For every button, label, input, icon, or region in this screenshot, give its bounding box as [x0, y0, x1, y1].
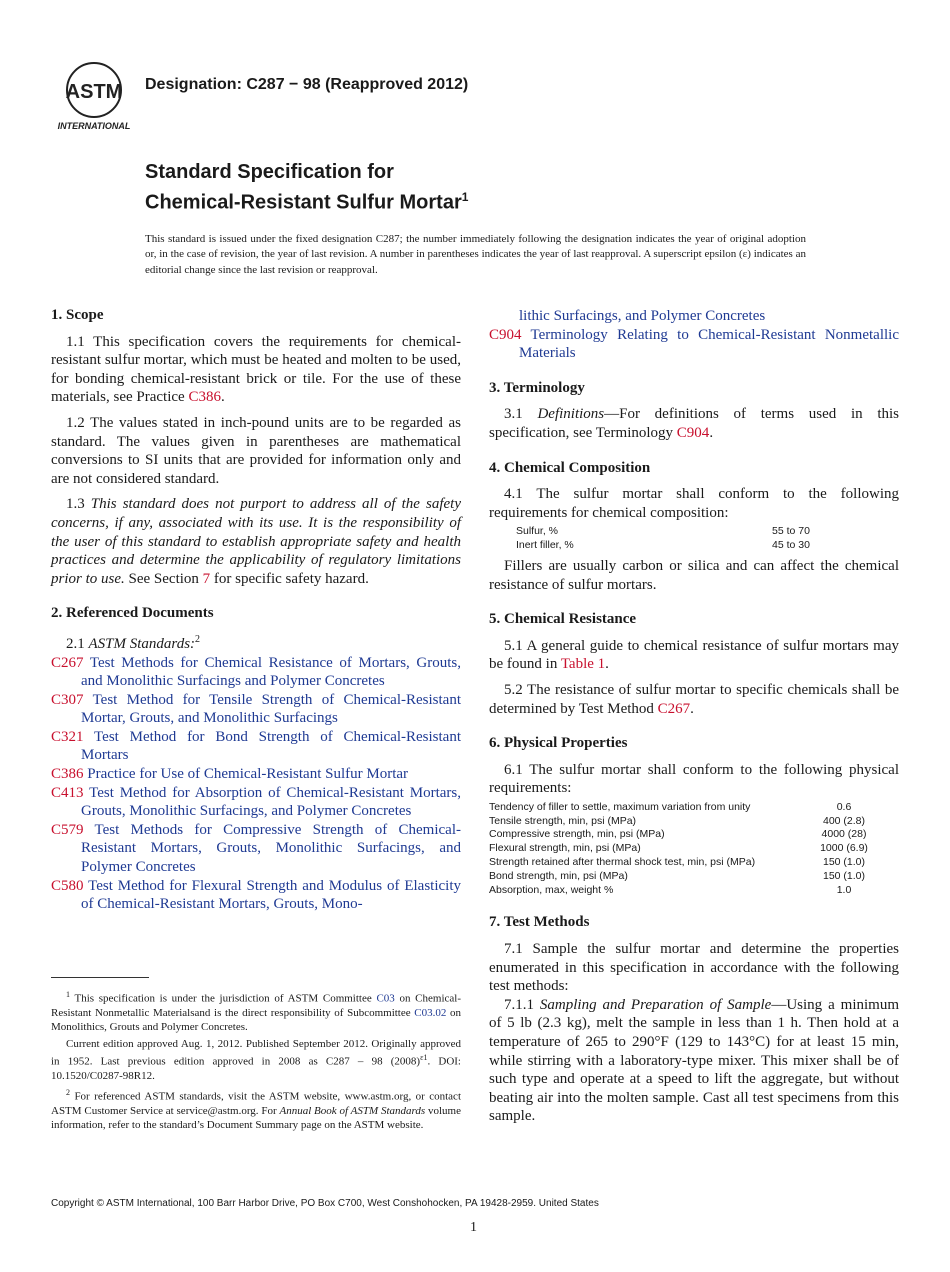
section-heading-terminology: 3. Terminology [489, 379, 585, 396]
paragraph-1-1 [51, 333, 461, 407]
fn1-b: on Chemical-Resistant Nonmetallic Materialsand is the direct responsibility of Subcommittee [51, 992, 461, 1020]
link-c03[interactable]: C03 [376, 992, 395, 1005]
reference-item[interactable] [51, 877, 461, 914]
section-heading-referenced: 2. Referenced Documents [51, 605, 214, 622]
reference-item-c904[interactable] [489, 326, 899, 363]
reference-item[interactable] [51, 654, 461, 691]
fn2-sup: ε1 [420, 1053, 428, 1063]
cell-value: 1000 (6.9) [820, 842, 868, 855]
cell-value: 0.6 [836, 800, 852, 813]
ref-title-continued[interactable]: lithic Surfacings, and Polymer Concretes [519, 308, 766, 324]
link-c904[interactable]: C904 [676, 424, 710, 441]
link-c386[interactable]: C386 [188, 389, 221, 406]
ref-title[interactable]: Practice for Use of Chemical-Resistant Sulfur Mortar [87, 766, 409, 783]
copyright: Copyright © ASTM International, 100 Barr Harbor Drive, PO Box C700, West Conshohocken, PA 19428-2959. United States [51, 1198, 599, 1209]
ref-code[interactable]: C321 [51, 728, 84, 745]
p2-1-num: 2.1 [66, 635, 89, 652]
cell-label: Inert filler, % [516, 539, 574, 552]
paragraph-5-1 [489, 637, 899, 674]
logo-text: ASTM [65, 81, 123, 103]
reference-item[interactable] [51, 691, 461, 728]
p1-1-text: 1.1 This specification covers the requirements for chemical-resistant sulfur mortar, which must be heated and molten to be used, for bonding chemical-resistant brick or tile. For the use of these materials, see Practice [51, 333, 461, 406]
paragraph-6-1: 6.1 The sulfur mortar shall conform to the following physical requirements: [489, 761, 899, 797]
p1-3-end: for specific safety hazard. [210, 570, 369, 587]
left-column [51, 306, 461, 914]
paragraph-3-1 [489, 405, 899, 442]
reference-list [51, 654, 461, 914]
page-number: 1 [470, 1220, 477, 1235]
table-row [489, 884, 894, 898]
reference-item[interactable] [51, 784, 461, 821]
p5-1-end: . [605, 656, 609, 673]
section-heading-resistance: 5. Chemical Resistance [489, 611, 637, 628]
link-table-1[interactable]: Table 1 [560, 656, 606, 673]
title-line-2 [145, 185, 468, 216]
fn1-a: This specification is under the jurisdiction of ASTM Committee [70, 992, 377, 1005]
p7-1-1-italic: Sampling and Preparation of Sample [539, 996, 772, 1013]
cell-value: 4000 (28) [821, 828, 867, 841]
title-line-2-text: Chemical-Resistant Sulfur Mortar [145, 191, 462, 214]
ref-title[interactable]: Test Methods for Chemical Resistance of Mortars, Grouts, and Monolithic Surfacings and Polymer Concretes [81, 654, 461, 690]
section-heading-composition: 4. Chemical Composition [489, 459, 651, 476]
p2-1-italic: ASTM Standards: [88, 635, 196, 652]
p1-1-end: . [220, 389, 225, 406]
cell-label: Absorption, max, weight % [489, 883, 614, 896]
paragraph-7-1-1 [489, 996, 899, 1126]
link-c03-02[interactable]: C03.02 [414, 1007, 447, 1020]
document-title [145, 160, 468, 216]
link-section-7[interactable]: 7 [202, 570, 211, 587]
logo-subtext: INTERNATIONAL [57, 121, 131, 131]
table-row [489, 842, 894, 856]
footnotes [51, 988, 461, 1135]
cell-value: 55 to 70 [772, 525, 810, 538]
ref-code[interactable]: C579 [51, 821, 84, 838]
footnote-2 [51, 1086, 461, 1133]
section-heading-methods: 7. Test Methods [489, 914, 590, 931]
cell-value: 150 (1.0) [822, 869, 866, 882]
ref-code[interactable]: C413 [51, 784, 84, 801]
reference-item[interactable] [51, 821, 461, 877]
p3-1-end: . [709, 424, 714, 441]
fn2-a: Current edition approved Aug. 1, 2012. Published September 2012. Originally approved in 1952. Last previous edition approved in 2008 as C287 – 98 (2008) [51, 1037, 461, 1068]
ref-title[interactable]: Test Method for Bond Strength of Chemical-Resistant Mortars [81, 728, 462, 764]
standard-notice: This standard is issued under the fixed designation C287; the number immediately following the designation indicates the year of original adoption or, in the case of revision, the year of last revision. A number in parentheses indicates the year of last reapproval. A superscript epsilon (ε) indicates an editorial change since the last revision or reapproval. [145, 233, 806, 276]
ref-title[interactable]: Test Method for Tensile Strength of Chemical-Resistant Mortar, Grouts, and Monolithic Surfacings [81, 691, 461, 727]
link-c267[interactable]: C267 [657, 700, 691, 717]
cell-label: Tendency of filler to settle, maximum variation from unity [489, 800, 751, 813]
ref-code[interactable]: C267 [51, 654, 84, 671]
table-row [489, 828, 894, 842]
reference-item[interactable] [51, 728, 461, 765]
composition-table [516, 525, 810, 553]
title-line-1: Standard Specification for [145, 161, 394, 183]
footnote-2-mark: 2 [66, 1087, 70, 1097]
table-row [516, 525, 810, 539]
paragraph-1-2: 1.2 The values stated in inch-pound units are to be regarded as standard. The values given in parentheses are mathematical conversions to SI units that are provided for information only and are not considered standard. [51, 414, 461, 487]
section-heading-physical: 6. Physical Properties [489, 735, 628, 752]
ref-code[interactable]: C307 [51, 691, 84, 708]
ref-code[interactable]: C386 [51, 766, 84, 783]
cell-value: 45 to 30 [772, 539, 810, 552]
ref-title[interactable]: Test Method for Flexural Strength and Modulus of Elasticity of Chemical-Resistant Mortars, Grouts, Mono- [81, 877, 461, 913]
astm-logo [54, 60, 134, 132]
footnote-divider [51, 977, 149, 978]
ref-code[interactable]: C580 [51, 877, 84, 894]
ref-title[interactable]: Test Methods for Compressive Strength of Chemical-Resistant Mortars, Grouts, Monolithic Surfacings, and Polymer Concretes [81, 821, 461, 876]
paragraph-2-1 [51, 631, 461, 654]
p3-1-italic: Definitions [537, 406, 605, 423]
p5-2-end: . [690, 700, 694, 717]
paragraph-4-1: 4.1 The sulfur mortar shall conform to the following requirements for chemical composition: [489, 486, 899, 521]
p2-1-sup: 2 [195, 633, 201, 645]
footnote-1-mark: 1 [66, 990, 70, 999]
fn3-b: volume information, refer to the standard’s Document Summary page on the ASTM website. [51, 1104, 461, 1132]
p3-1-text: —For definitions of terms used in this specification, see Terminology [489, 406, 899, 441]
paragraph-5-2 [489, 681, 899, 718]
p1-3-italic: This standard does not purport to address all of the safety concerns, if any, associated with its use. It is the responsibility of the user of this standard to establish appropriate safety and health practices and determine the applicability of regulatory limitations prior to use. [51, 496, 461, 587]
cell-label: Sulfur, % [516, 525, 559, 538]
paragraph-4-note: Fillers are usually carbon or silica and can affect the chemical resistance of sulfur mortars. [489, 557, 899, 593]
cell-label: Tensile strength, min, psi (MPa) [489, 814, 637, 827]
p5-1-text: 5.1 A general guide to chemical resistance of sulfur mortars may be found in [489, 637, 899, 673]
table-row [516, 539, 810, 553]
p1-3-num: 1.3 [66, 496, 91, 513]
cell-label: Bond strength, min, psi (MPa) [489, 869, 628, 882]
ref-title[interactable]: Terminology Relating to Chemical-Resistant Nonmetallic Materials [519, 326, 899, 362]
cell-label: Strength retained after thermal shock test, min, psi (MPa) [489, 856, 756, 869]
p7-1-1-text: —Using a minimum of 5 lb (2.3 kg), melt the sample in less than 1 h. Then hold at a temperature of 265 to 290°F (129 to 143°C) for at least 15 min, while stirring with a laboratory-type mixer. This mixer shall be of such type and operate at a speed to lift the aggregate, but without beating air into the molten sample. Cast all test specimens from this sample. [489, 996, 899, 1125]
footnote-1 [51, 988, 461, 1035]
paragraph-7-1: 7.1 Sample the sulfur mortar and determine the properties enumerated in this specification in accordance with the following test methods: [489, 941, 899, 995]
paragraph-1-3 [51, 495, 461, 588]
reference-continuation[interactable] [489, 307, 899, 326]
section-heading-scope: 1. Scope [51, 307, 104, 323]
p7-1-1-num: 7.1.1 [504, 996, 540, 1013]
title-footnote-ref: 1 [461, 190, 469, 204]
cell-value: 1.0 [836, 883, 852, 896]
footnote-edition [51, 1037, 461, 1084]
table-row [489, 856, 894, 870]
cell-value: 400 (2.8) [822, 814, 866, 827]
p1-3-see: See Section [124, 570, 203, 587]
cell-value: 150 (1.0) [822, 856, 866, 869]
ref-code[interactable]: C904 [489, 326, 522, 343]
physical-table [489, 801, 894, 898]
designation: Designation: C287 − 98 (Reapproved 2012) [145, 76, 469, 93]
p3-1-num: 3.1 [504, 406, 538, 423]
fn3-a: For referenced ASTM standards, visit the ASTM website, www.astm.org, or contact ASTM Customer Service at service@astm.org. For [51, 1090, 461, 1117]
fn2-b: . DOI: 10.1520/C0287-98R12. [51, 1055, 461, 1083]
cell-label: Flexural strength, min, psi (MPa) [489, 842, 641, 855]
fn1-c: on Monolithics, Grouts and Polymer Concretes. [51, 1007, 461, 1034]
right-column [489, 307, 899, 1133]
reference-item[interactable] [51, 765, 461, 784]
cell-label: Compressive strength, min, psi (MPa) [489, 828, 665, 841]
table-row [489, 815, 894, 829]
fn3-italic: Annual Book of ASTM Standards [279, 1104, 426, 1117]
p5-2-text: 5.2 The resistance of sulfur mortar to specific chemicals shall be determined by Test Method [489, 681, 899, 717]
ref-title[interactable]: Test Method for Absorption of Chemical-Resistant Mortars, Grouts, Monolithic Surfacings, and Polymer Concretes [81, 784, 461, 820]
table-row [489, 870, 894, 884]
table-row [489, 801, 894, 815]
